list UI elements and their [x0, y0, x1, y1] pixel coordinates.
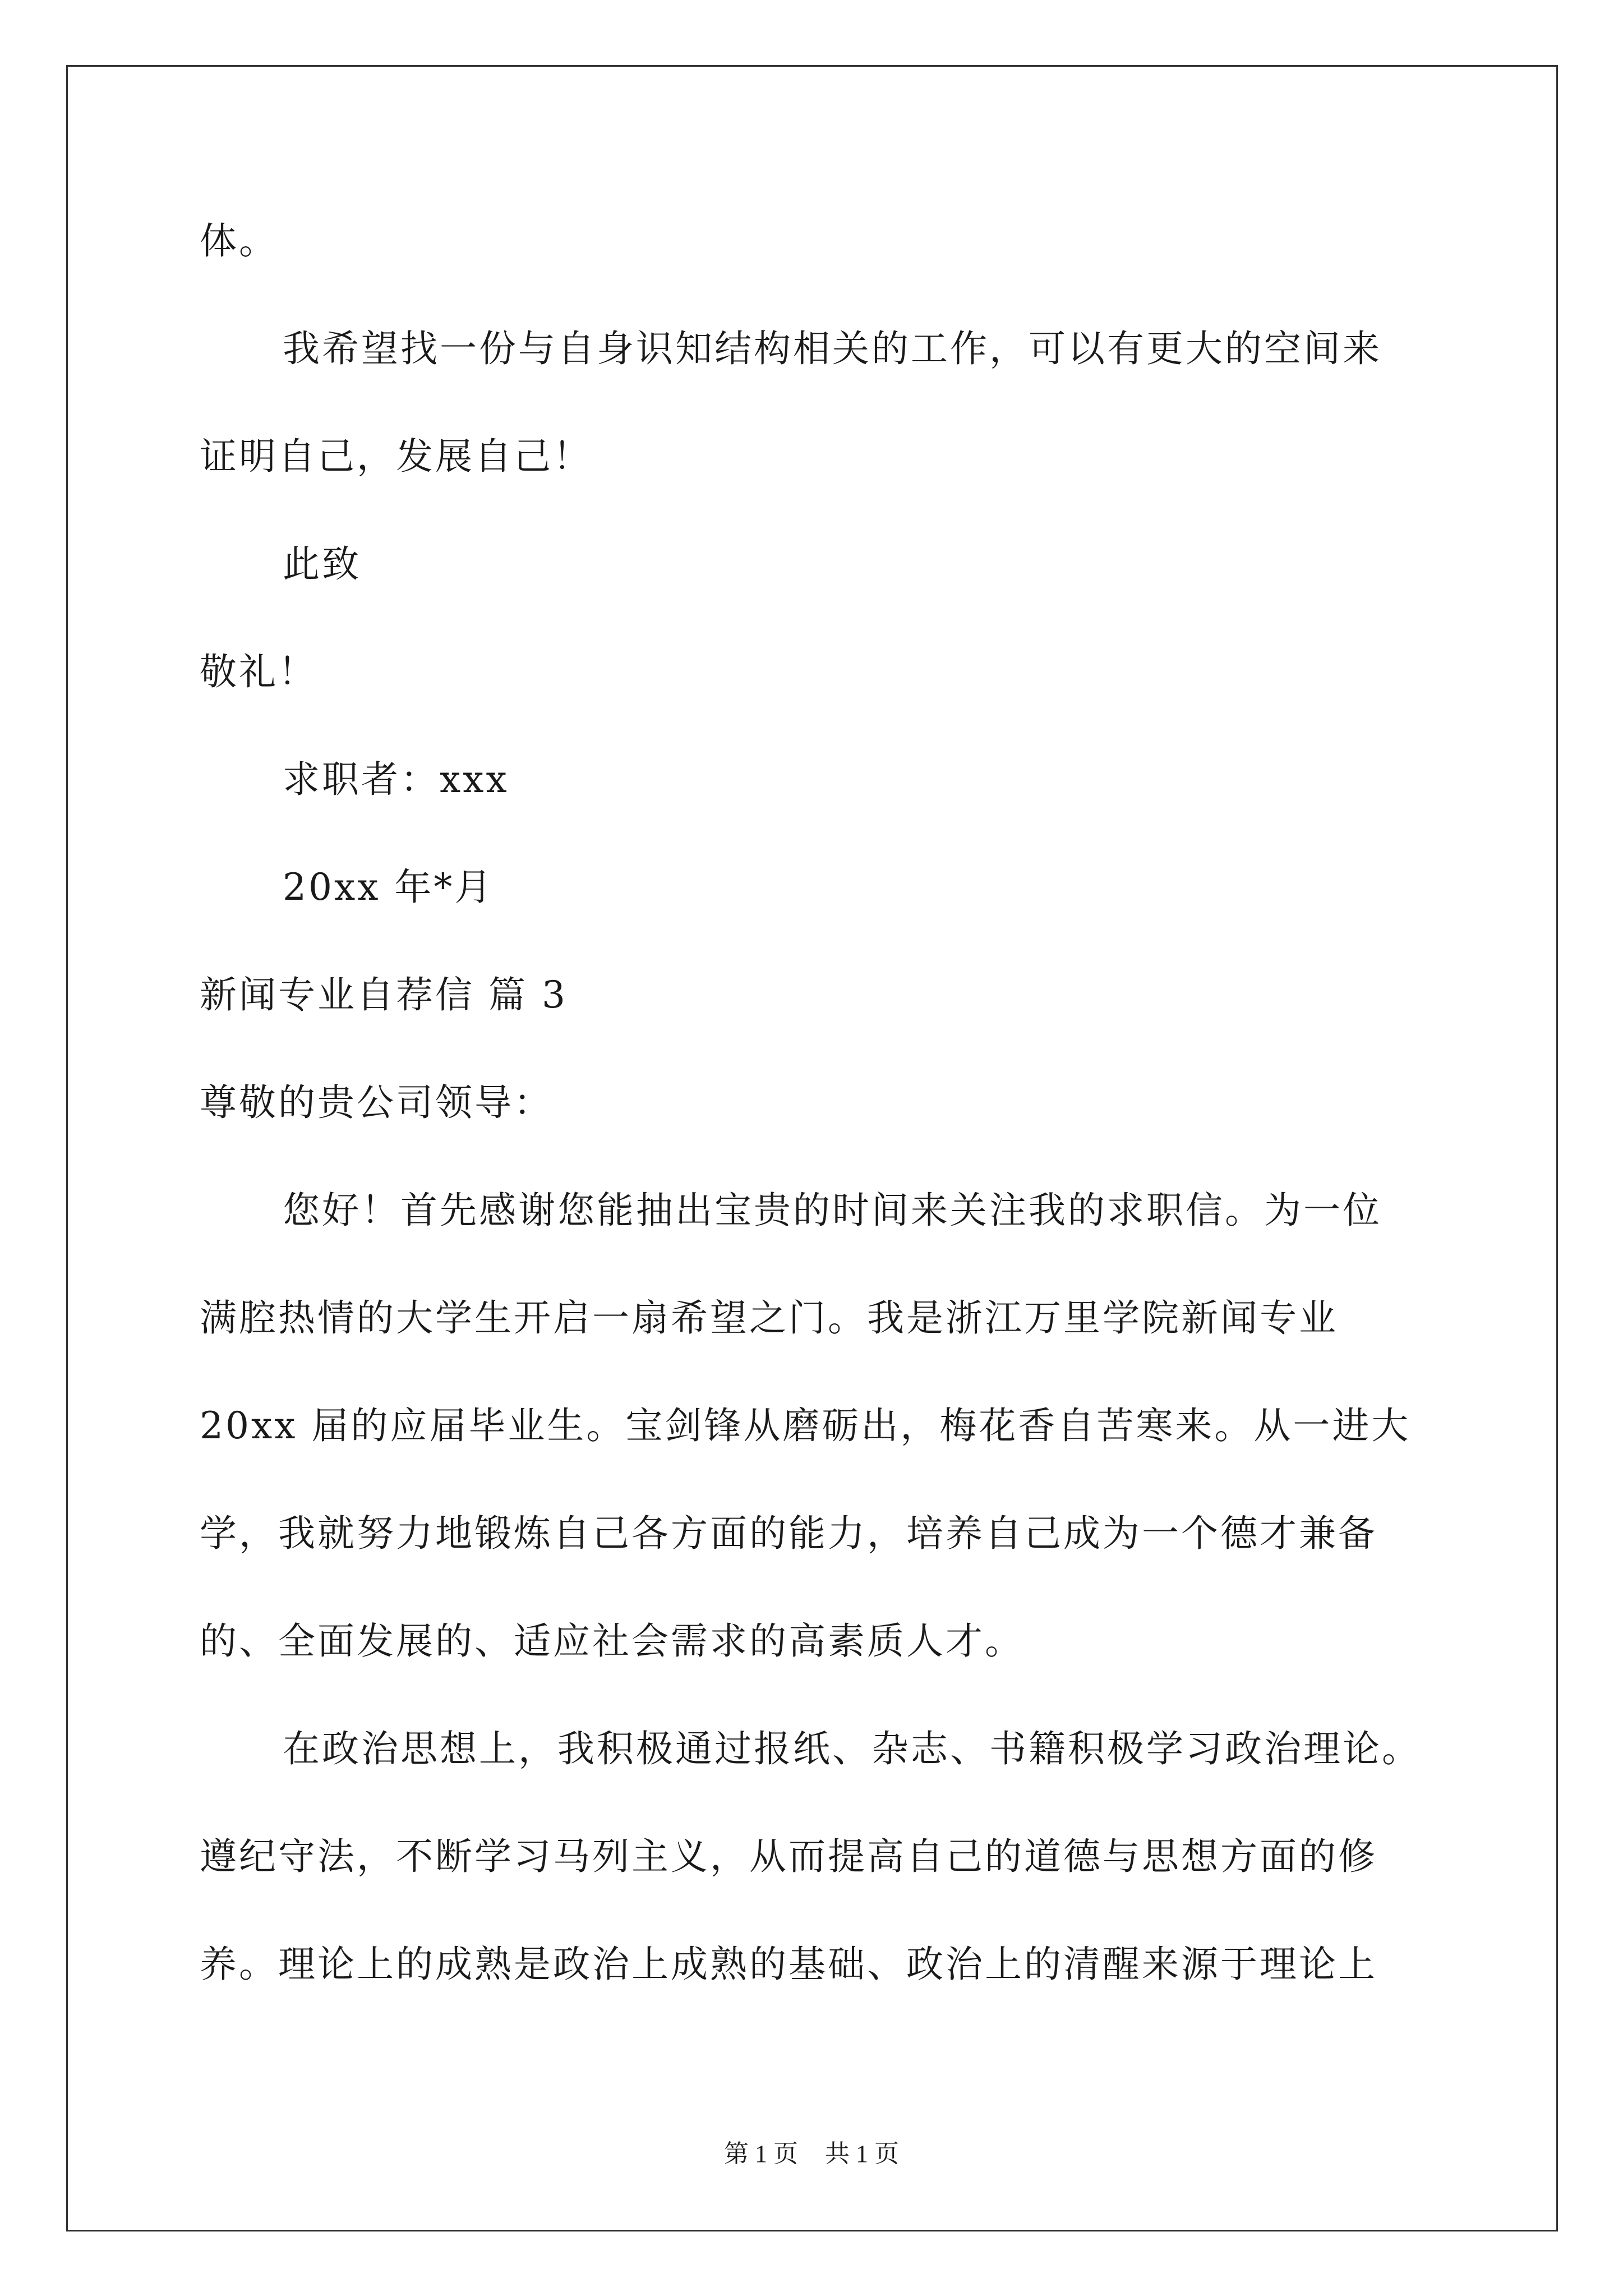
text-line-10: 您好！首先感谢您能抽出宝贵的时间来关注我的求职信。为一位 — [283, 1189, 1382, 1232]
page-total: 共 1 页 — [825, 2140, 899, 2168]
text-line-12: 20xx 届的应届毕业生。宝剑锋从磨砺出，梅花香自苦寒来。从一进大 — [200, 1404, 1411, 1447]
text-line-13: 学，我就努力地锻炼自己各方面的能力，培养自己成为一个德才兼备 — [200, 1512, 1377, 1555]
applicant-signature: 求职者：xxx — [283, 758, 509, 801]
closing-regards: 敬礼！ — [200, 650, 317, 693]
closing-salutation: 此致 — [283, 542, 361, 586]
text-line-1: 体。 — [200, 219, 278, 263]
letter-date: 20xx 年*月 — [283, 866, 494, 909]
section-title: 新闻专业自荐信 篇 3 — [200, 973, 568, 1016]
page-border — [66, 65, 1558, 2231]
text-line-3: 证明自己，发展自己！ — [200, 435, 592, 478]
letter-greeting: 尊敬的贵公司领导： — [200, 1081, 553, 1124]
text-line-16: 遵纪守法，不断学习马列主义，从而提高自己的道德与思想方面的修 — [200, 1835, 1377, 1878]
page-footer — [0, 2137, 1623, 2171]
page-number: 第 1 页 — [724, 2140, 798, 2168]
text-line-17: 养。理论上的成熟是政治上成熟的基础、政治上的清醒来源于理论上 — [200, 1943, 1377, 1986]
text-line-2: 我希望找一份与自身识知结构相关的工作，可以有更大的空间来 — [283, 327, 1382, 370]
text-line-11: 满腔热情的大学生开启一扇希望之门。我是浙江万里学院新闻专业 — [200, 1296, 1338, 1340]
text-line-15: 在政治思想上，我积极通过报纸、杂志、书籍积极学习政治理论。 — [283, 1727, 1421, 1770]
text-line-14: 的、全面发展的、适应社会需求的高素质人才。 — [200, 1619, 1024, 1663]
